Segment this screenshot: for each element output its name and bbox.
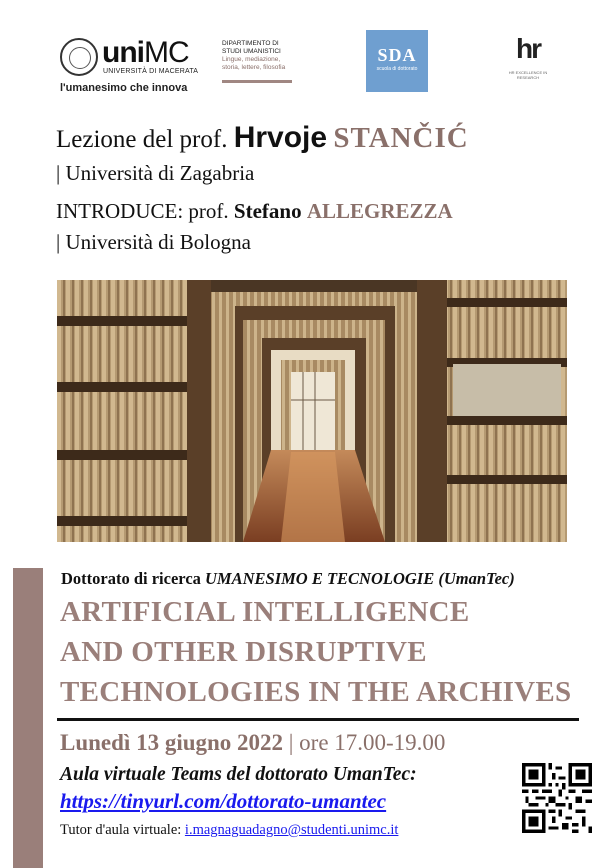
virtual-room-line: Aula virtuale Teams del dottorato UmanTec: — [60, 764, 417, 785]
title-line-2: AND OTHER DISRUPTIVE — [60, 636, 427, 668]
accent-side-bar — [13, 568, 43, 868]
sda-subtitle: scuola di dottorato — [376, 66, 418, 72]
date-separator: | — [288, 730, 294, 755]
archive-corridor-illustration — [57, 280, 567, 542]
dept-line-1: DIPARTIMENTO DI — [222, 40, 279, 47]
dept-line-2: STUDI UMANISTICI — [222, 48, 281, 55]
tutor-label: Tutor d'aula virtuale: — [60, 822, 182, 838]
unimc-motto: l'umanesimo che innova — [60, 82, 188, 94]
dept-underline — [222, 80, 292, 83]
phd-program-line — [61, 569, 515, 589]
tutor-line — [60, 822, 398, 839]
event-time: ore 17.00-19.00 — [299, 730, 446, 755]
speaker-last-name: STANČIĆ — [333, 122, 469, 154]
archive-photo — [57, 280, 567, 542]
introducer-first-name: Stefano — [233, 199, 302, 223]
qr-code-graphic — [522, 763, 592, 833]
introducer-prefix: INTRODUCE: prof. — [56, 199, 229, 223]
introducer-last-name: ALLEGREZZA — [306, 199, 453, 223]
tutor-email-link[interactable]: i.magnaguadagno@studenti.unimc.it — [184, 822, 399, 838]
dept-line-3: Lingue, mediazione, — [222, 56, 281, 63]
hr-subtitle: HR EXCELLENCE IN RESEARCH — [508, 70, 548, 80]
title-line-1: ARTIFICIAL INTELLIGENCE — [60, 596, 470, 628]
department-logo — [222, 40, 312, 85]
qr-code — [522, 763, 592, 833]
phd-name: UMANESIMO E TECNOLOGIE (UmanTec) — [205, 569, 515, 588]
unimc-logo — [60, 36, 200, 98]
sda-logo — [366, 30, 428, 92]
lecture-title — [60, 592, 571, 712]
event-date: Lunedì 13 giugno 2022 — [60, 730, 284, 755]
date-time-line — [60, 730, 445, 756]
speaker-prefix: Lezione del prof. — [56, 126, 228, 153]
introducer-line — [56, 199, 453, 224]
speaker-affiliation: | Università di Zagabria — [56, 161, 255, 185]
unimc-wordmark: uniMC — [102, 36, 189, 69]
hr-excellence-logo — [500, 34, 556, 84]
university-seal-icon — [60, 38, 98, 76]
speaker-line — [56, 118, 469, 160]
title-line-3: TECHNOLOGIES IN THE ARCHIVES — [60, 676, 572, 708]
introducer-affiliation: | Università di Bologna — [56, 230, 251, 254]
teams-link[interactable]: https://tinyurl.com/dottorato-umantec — [60, 789, 387, 813]
sda-mark: SDA — [377, 45, 417, 65]
hr-mark: hr — [516, 33, 540, 64]
divider-rule — [57, 718, 579, 721]
unimc-subtitle: UNIVERSITÀ DI MACERATA — [103, 68, 199, 75]
speaker-first-name: Hrvoje — [233, 121, 328, 154]
phd-prefix: Dottorato di ricerca — [61, 569, 201, 588]
dept-line-4: storia, lettere, filosofia — [222, 64, 286, 71]
